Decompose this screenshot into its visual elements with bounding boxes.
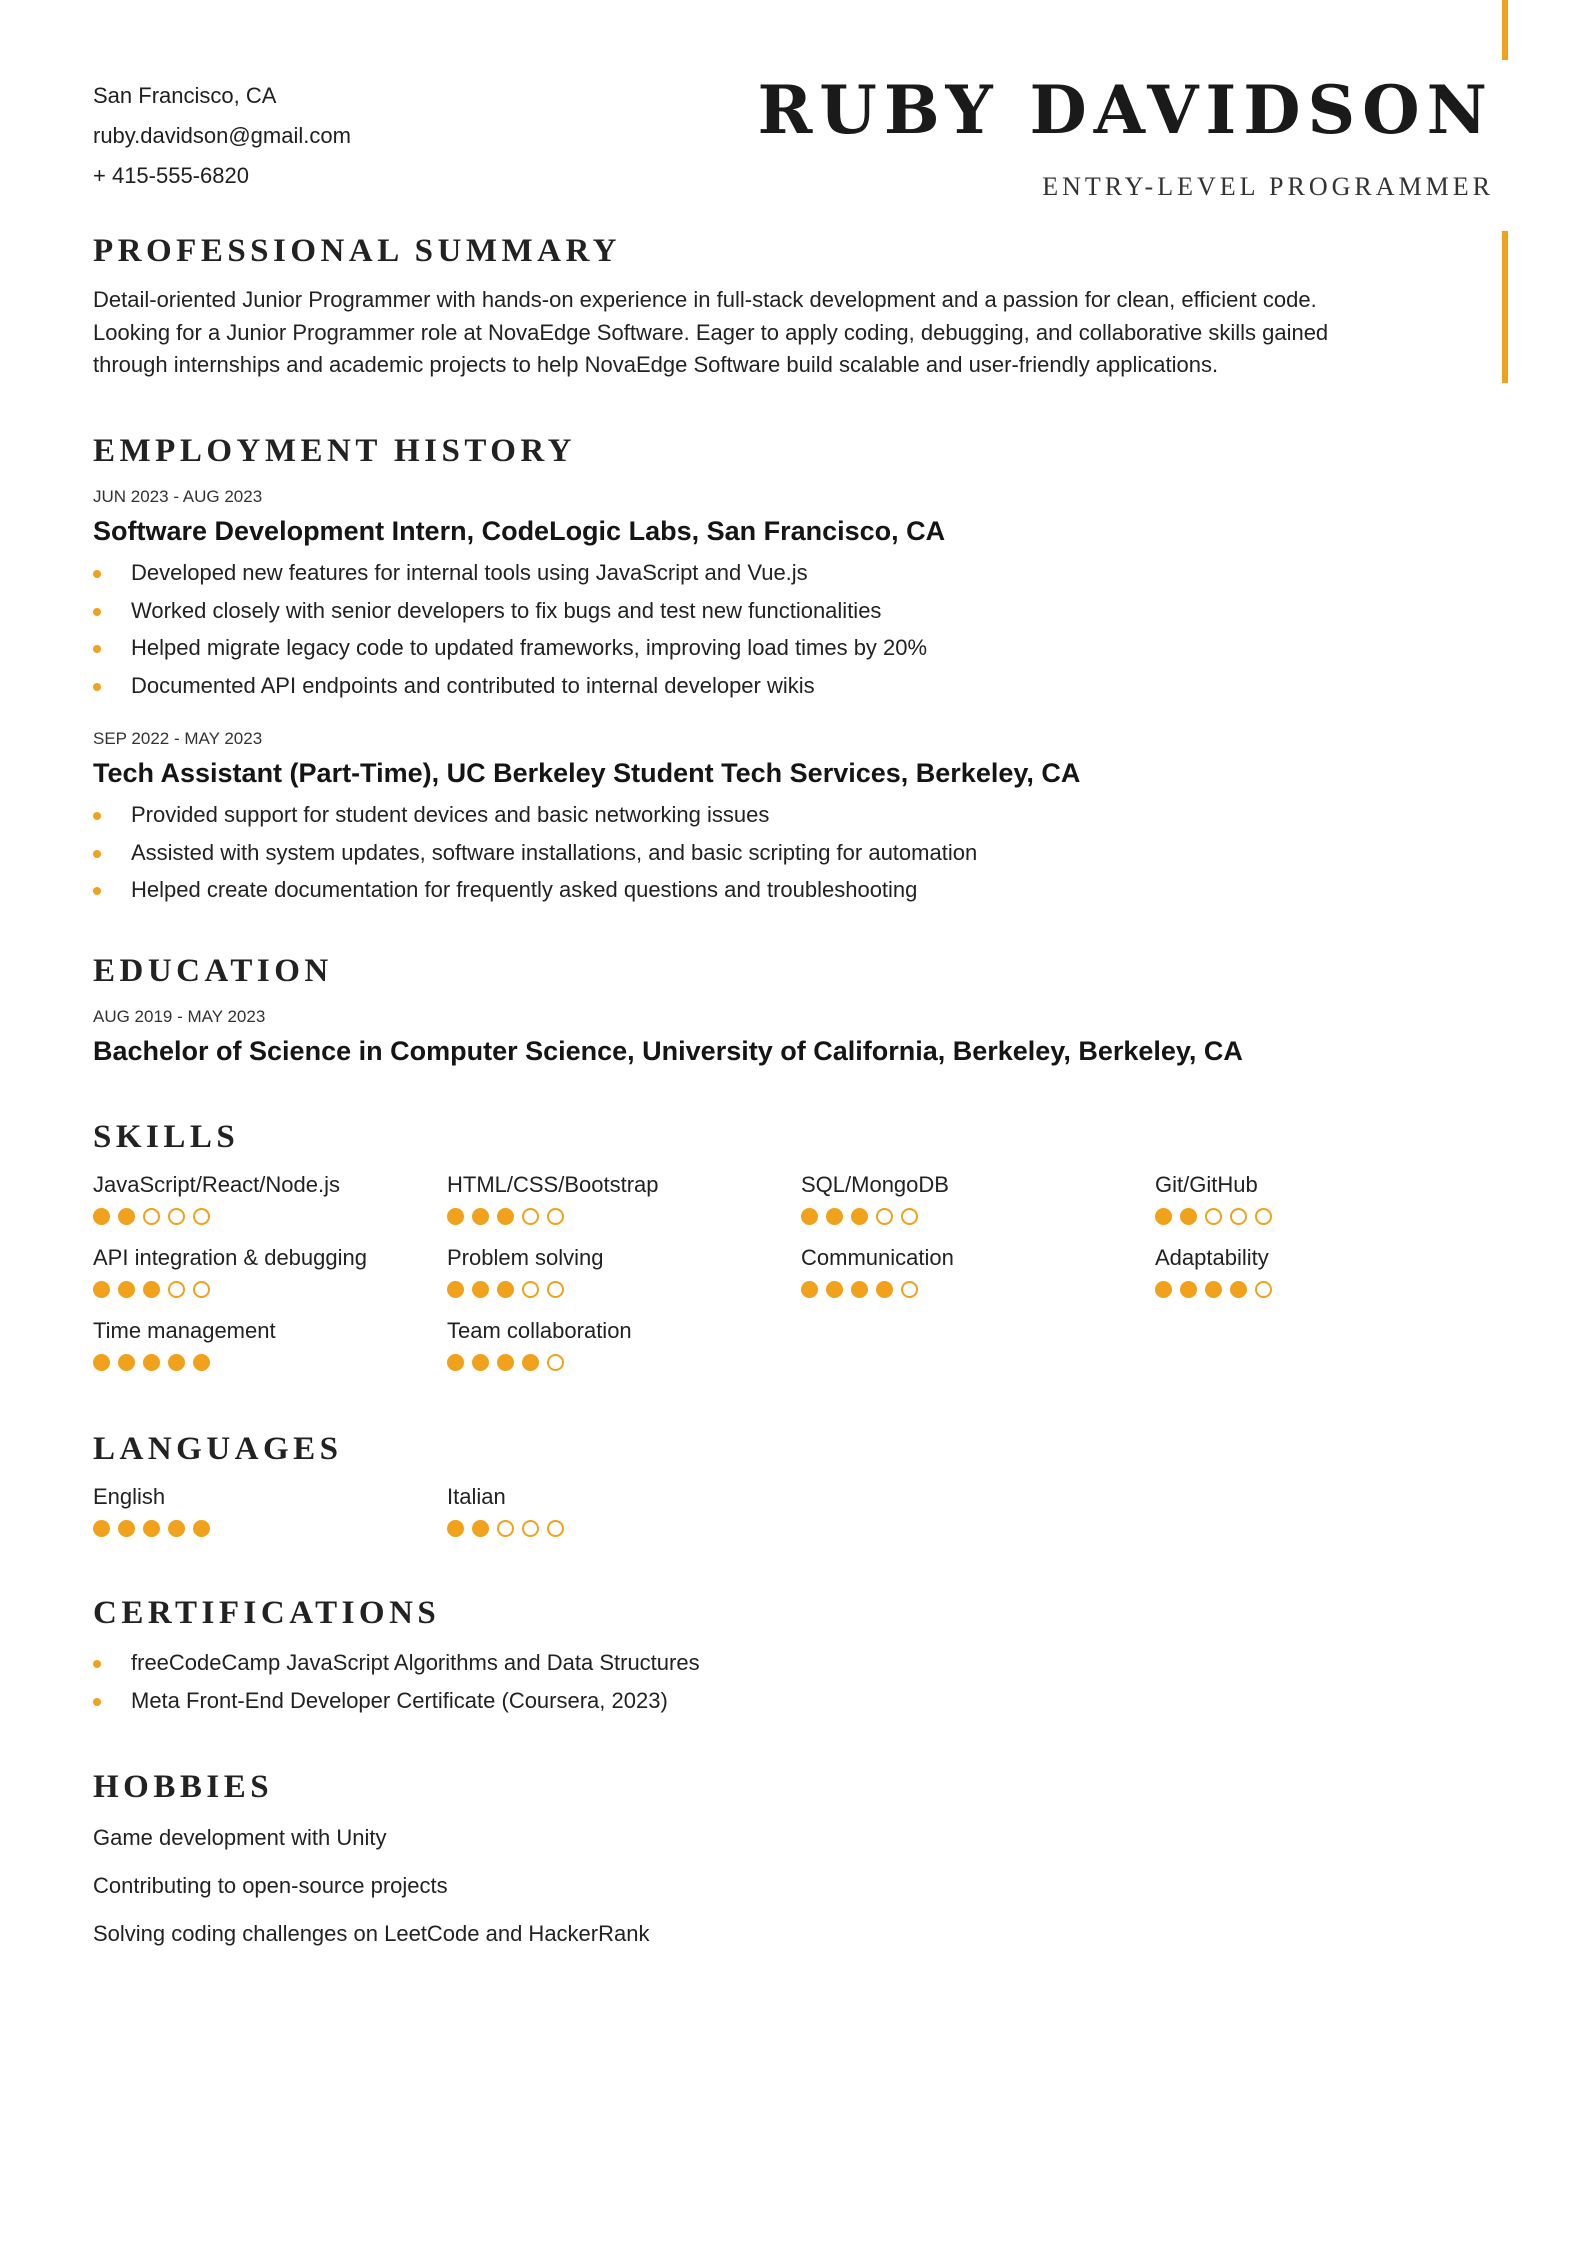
rating-label: HTML/CSS/Bootstrap [447, 1172, 659, 1197]
job-entry [93, 486, 1448, 704]
rating-dot-filled [826, 1281, 843, 1298]
rating-dot-empty [522, 1520, 539, 1537]
rating-dot-filled [472, 1520, 489, 1537]
rating-dots [1155, 1281, 1495, 1298]
rating-dot-empty [497, 1520, 514, 1537]
list-item: Helped create documentation for frequently asked questions and troubleshooting [93, 871, 1448, 909]
job-title: Tech Assistant (Part-Time), UC Berkeley Student Tech Services, Berkeley, CA [93, 758, 1081, 788]
education-dates: AUG 2019 - MAY 2023 [93, 1007, 266, 1026]
rating-dot-filled [801, 1281, 818, 1298]
rating-dot-filled [93, 1520, 110, 1537]
hobbies-list [93, 1814, 1448, 1958]
contact-phone[interactable]: + 415-555-6820 [93, 163, 249, 188]
rating-dot-empty [547, 1354, 564, 1371]
rating-dot-empty [193, 1281, 210, 1298]
job-entry [93, 728, 1448, 909]
job-bullets [93, 554, 1448, 704]
rating-item [93, 1170, 433, 1225]
rating-item [1155, 1170, 1495, 1225]
rating-label: Time management [93, 1318, 276, 1343]
rating-dot-filled [118, 1520, 135, 1537]
rating-dot-filled [143, 1281, 160, 1298]
accent-bar-side [1502, 231, 1508, 383]
rating-dot-empty [876, 1208, 893, 1225]
rating-item [1155, 1243, 1495, 1298]
accent-bar-top [1502, 0, 1508, 60]
summary-text: Detail-oriented Junior Programmer with hands-on experience in full-stack development and a passion for clean, efficient code. Looking for a Junior Programmer role at NovaEdge Software. Eager to apply coding, debugging, and collaborative skills gained through internships and academic projects to help NovaEdge Software build scalable and user-friendly applications. [93, 287, 1329, 377]
certifications-list [93, 1644, 1448, 1719]
rating-dot-filled [143, 1520, 160, 1537]
list-item: Documented API endpoints and contributed to internal developer wikis [93, 667, 1448, 705]
job-dates: JUN 2023 - AUG 2023 [93, 487, 263, 506]
job-bullets [93, 796, 1448, 909]
rating-dot-filled [522, 1354, 539, 1371]
rating-dots [93, 1354, 433, 1371]
rating-dot-empty [1205, 1208, 1222, 1225]
rating-dot-filled [472, 1208, 489, 1225]
rating-dots [93, 1281, 433, 1298]
rating-dot-empty [1230, 1208, 1247, 1225]
rating-item [93, 1316, 433, 1371]
languages-heading: LANGUAGES [93, 1431, 343, 1467]
rating-label: Team collaboration [447, 1318, 632, 1343]
rating-label: Adaptability [1155, 1245, 1269, 1270]
candidate-name: RUBY DAVIDSON [757, 71, 1494, 149]
rating-dots [447, 1208, 787, 1225]
hobby-item: Solving coding challenges on LeetCode and HackerRank [93, 1921, 650, 1946]
education-degree: Bachelor of Science in Computer Science, University of California, Berkeley, Berkeley, CA [93, 1036, 1243, 1066]
rating-label: Git/GitHub [1155, 1172, 1258, 1197]
certifications-section [93, 1594, 1448, 1719]
rating-item [447, 1243, 787, 1298]
rating-dot-filled [143, 1354, 160, 1371]
rating-dot-filled [93, 1208, 110, 1225]
employment-heading: EMPLOYMENT HISTORY [93, 433, 576, 469]
rating-dot-empty [168, 1208, 185, 1225]
rating-dot-filled [118, 1281, 135, 1298]
rating-dots [1155, 1208, 1495, 1225]
hobbies-section [93, 1768, 1448, 1958]
rating-dot-filled [118, 1208, 135, 1225]
rating-dot-filled [1180, 1281, 1197, 1298]
rating-dots [801, 1281, 1141, 1298]
rating-dot-empty [901, 1281, 918, 1298]
rating-dot-empty [143, 1208, 160, 1225]
list-item: freeCodeCamp JavaScript Algorithms and Data Structures [93, 1644, 1448, 1682]
rating-dot-filled [168, 1520, 185, 1537]
rating-item [447, 1170, 787, 1225]
skills-section [93, 1118, 1448, 1390]
rating-label: SQL/MongoDB [801, 1172, 949, 1197]
hobby-item: Game development with Unity [93, 1825, 387, 1850]
rating-dot-empty [547, 1281, 564, 1298]
employment-section [93, 432, 1448, 909]
rating-dot-empty [522, 1281, 539, 1298]
rating-item [93, 1243, 433, 1298]
rating-label: Communication [801, 1245, 954, 1270]
rating-dot-filled [1155, 1281, 1172, 1298]
education-section [93, 952, 1448, 1068]
rating-dot-filled [876, 1281, 893, 1298]
rating-item [801, 1243, 1141, 1298]
languages-section [93, 1430, 1448, 1552]
rating-dot-filled [118, 1354, 135, 1371]
rating-label: English [93, 1484, 166, 1509]
rating-item [447, 1482, 787, 1537]
rating-item [447, 1316, 787, 1371]
rating-dots [447, 1281, 787, 1298]
rating-dot-filled [447, 1208, 464, 1225]
rating-label: JavaScript/React/Node.js [93, 1172, 340, 1197]
rating-dot-filled [472, 1281, 489, 1298]
rating-item [801, 1170, 1141, 1225]
rating-dot-filled [193, 1520, 210, 1537]
rating-dot-filled [93, 1354, 110, 1371]
candidate-role: ENTRY-LEVEL PROGRAMMER [1042, 172, 1494, 201]
rating-dot-filled [1155, 1208, 1172, 1225]
skills-heading: SKILLS [93, 1119, 240, 1155]
contact-location: San Francisco, CA [93, 83, 277, 108]
rating-dot-filled [447, 1281, 464, 1298]
rating-label: API integration & debugging [93, 1245, 367, 1270]
hobby-item: Contributing to open-source projects [93, 1873, 448, 1898]
rating-dot-filled [497, 1281, 514, 1298]
skills-grid [93, 1170, 1448, 1390]
rating-dot-empty [1255, 1208, 1272, 1225]
list-item: Assisted with system updates, software installations, and basic scripting for automation [93, 834, 1448, 872]
job-dates: SEP 2022 - MAY 2023 [93, 729, 263, 748]
rating-dot-empty [901, 1208, 918, 1225]
contact-email[interactable]: ruby.davidson@gmail.com [93, 123, 351, 148]
rating-dots [93, 1208, 433, 1225]
languages-grid [93, 1482, 1448, 1552]
rating-label: Problem solving [447, 1245, 604, 1270]
rating-dot-filled [497, 1208, 514, 1225]
rating-dots [93, 1520, 433, 1537]
rating-item [93, 1482, 433, 1537]
rating-dot-filled [168, 1354, 185, 1371]
rating-dot-filled [826, 1208, 843, 1225]
hobbies-heading: HOBBIES [93, 1769, 274, 1805]
rating-label: Italian [447, 1484, 506, 1509]
list-item: Provided support for student devices and basic networking issues [93, 796, 1448, 834]
education-heading: EDUCATION [93, 953, 333, 989]
rating-dot-filled [447, 1354, 464, 1371]
rating-dots [447, 1354, 787, 1371]
summary-heading: PROFESSIONAL SUMMARY [93, 233, 621, 269]
rating-dot-empty [522, 1208, 539, 1225]
rating-dot-empty [1255, 1281, 1272, 1298]
rating-dot-filled [1230, 1281, 1247, 1298]
rating-dot-filled [1205, 1281, 1222, 1298]
summary-section [93, 232, 1448, 382]
rating-dot-filled [1180, 1208, 1197, 1225]
rating-dot-empty [547, 1208, 564, 1225]
rating-dot-filled [447, 1520, 464, 1537]
job-title: Software Development Intern, CodeLogic Labs, San Francisco, CA [93, 516, 946, 546]
contact-block [93, 76, 351, 196]
list-item: Meta Front-End Developer Certificate (Coursera, 2023) [93, 1682, 1448, 1720]
list-item: Helped migrate legacy code to updated frameworks, improving load times by 20% [93, 629, 1448, 667]
certifications-heading: CERTIFICATIONS [93, 1595, 441, 1631]
rating-dot-filled [472, 1354, 489, 1371]
rating-dots [801, 1208, 1141, 1225]
rating-dot-filled [801, 1208, 818, 1225]
rating-dot-filled [497, 1354, 514, 1371]
rating-dot-empty [547, 1520, 564, 1537]
rating-dot-empty [193, 1208, 210, 1225]
rating-dots [447, 1520, 787, 1537]
list-item: Developed new features for internal tools using JavaScript and Vue.js [93, 554, 1448, 592]
rating-dot-filled [93, 1281, 110, 1298]
rating-dot-filled [851, 1281, 868, 1298]
rating-dot-filled [851, 1208, 868, 1225]
list-item: Worked closely with senior developers to fix bugs and test new functionalities [93, 592, 1448, 630]
rating-dot-empty [168, 1281, 185, 1298]
rating-dot-filled [193, 1354, 210, 1371]
